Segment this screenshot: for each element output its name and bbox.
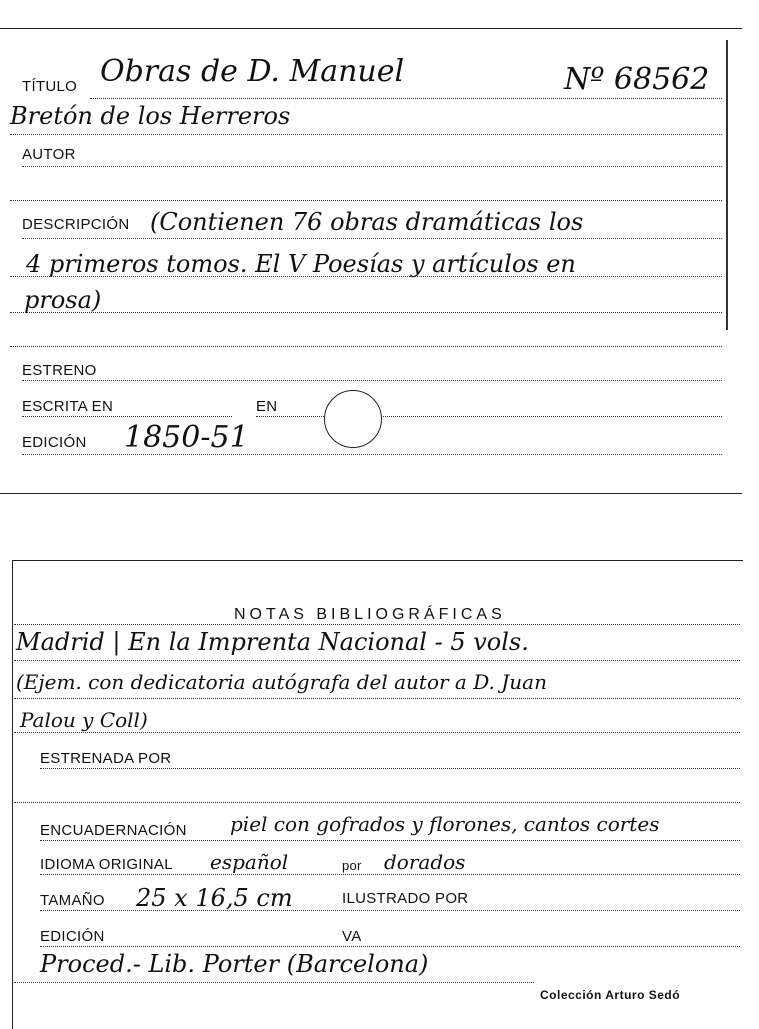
descripcion-line-1: (Contienen 76 obras dramáticas los <box>150 208 584 236</box>
idioma-original-label: IDIOMA ORIGINAL <box>40 856 173 873</box>
edicion-label: EDICIÓN <box>22 434 87 451</box>
por-label: por <box>342 858 362 873</box>
titulo-value: Obras de D. Manuel <box>100 54 405 89</box>
encuadernacion-label: ENCUADERNACIÓN <box>40 822 187 839</box>
autor-label: AUTOR <box>22 146 76 163</box>
notas-line-3: Palou y Coll) <box>20 708 148 732</box>
edicion-rule <box>22 454 722 455</box>
estrenada-por-label: ESTRENADA POR <box>40 750 172 767</box>
descripcion-label: DESCRIPCIÓN <box>22 216 130 233</box>
punch-hole <box>324 390 382 448</box>
va-label: VA <box>342 928 362 945</box>
estreno-label: ESTRENO <box>22 362 97 379</box>
escrita-en-label: ESCRITA EN <box>22 398 114 415</box>
autor-rule <box>22 166 722 167</box>
descripcion-rule-1 <box>22 238 722 239</box>
escrita-en-rule <box>22 416 232 417</box>
ilustrado-por-label: ILUSTRADO POR <box>342 890 469 907</box>
en-label: EN <box>256 398 278 415</box>
edicion-label-bottom: EDICIÓN <box>40 928 105 945</box>
dorados-value: dorados <box>384 850 466 874</box>
descripcion-line-3: prosa) <box>24 286 102 314</box>
encuadernacion-rule <box>40 840 740 841</box>
titulo-cont-rule <box>10 134 722 135</box>
notas-rule-3 <box>14 732 740 733</box>
proced-rule <box>14 982 534 983</box>
notas-heading-rule <box>14 624 740 625</box>
card-right-margin-line <box>726 40 728 330</box>
descripcion-rule-3 <box>10 312 722 313</box>
edicion-rule-bottom <box>40 946 740 947</box>
collection-credit: Colección Arturo Sedó <box>540 988 681 1002</box>
idioma-rule <box>40 874 740 875</box>
record-number: Nº 68562 <box>564 62 710 97</box>
notas-line-1: Madrid | En la Imprenta Nacional - 5 vols. <box>16 628 529 656</box>
notas-rule-2 <box>14 698 740 699</box>
encuadernacion-value: piel con gofrados y florones, cantos cortes <box>230 812 660 836</box>
notas-heading: NOTAS BIBLIOGRÁFICAS <box>234 606 506 623</box>
edicion-value: 1850-51 <box>124 420 249 455</box>
estreno-rule <box>22 380 722 381</box>
proced-value: Proced.- Lib. Porter (Barcelona) <box>40 950 429 978</box>
idioma-value: español <box>210 850 289 874</box>
titulo-rule <box>90 98 722 99</box>
tamano-label: TAMAÑO <box>40 892 105 909</box>
notas-rule-1 <box>14 660 740 661</box>
descripcion-rule-4 <box>10 346 722 347</box>
estrenada-rule-2 <box>14 802 740 803</box>
descripcion-line-2: 4 primeros tomos. El V Poesías y artículos en <box>26 250 576 278</box>
titulo-label: TÍTULO <box>22 78 78 95</box>
tamano-rule <box>40 910 740 911</box>
autor-rule-2 <box>10 200 722 201</box>
descripcion-rule-2 <box>10 276 722 277</box>
tamano-value: 25 x 16,5 cm <box>136 884 293 912</box>
titulo-continuation: Bretón de los Herreros <box>10 102 291 130</box>
estrenada-rule <box>40 768 740 769</box>
notas-line-2: (Ejem. con dedicatoria autógrafa del autor a D. Juan <box>16 670 547 694</box>
